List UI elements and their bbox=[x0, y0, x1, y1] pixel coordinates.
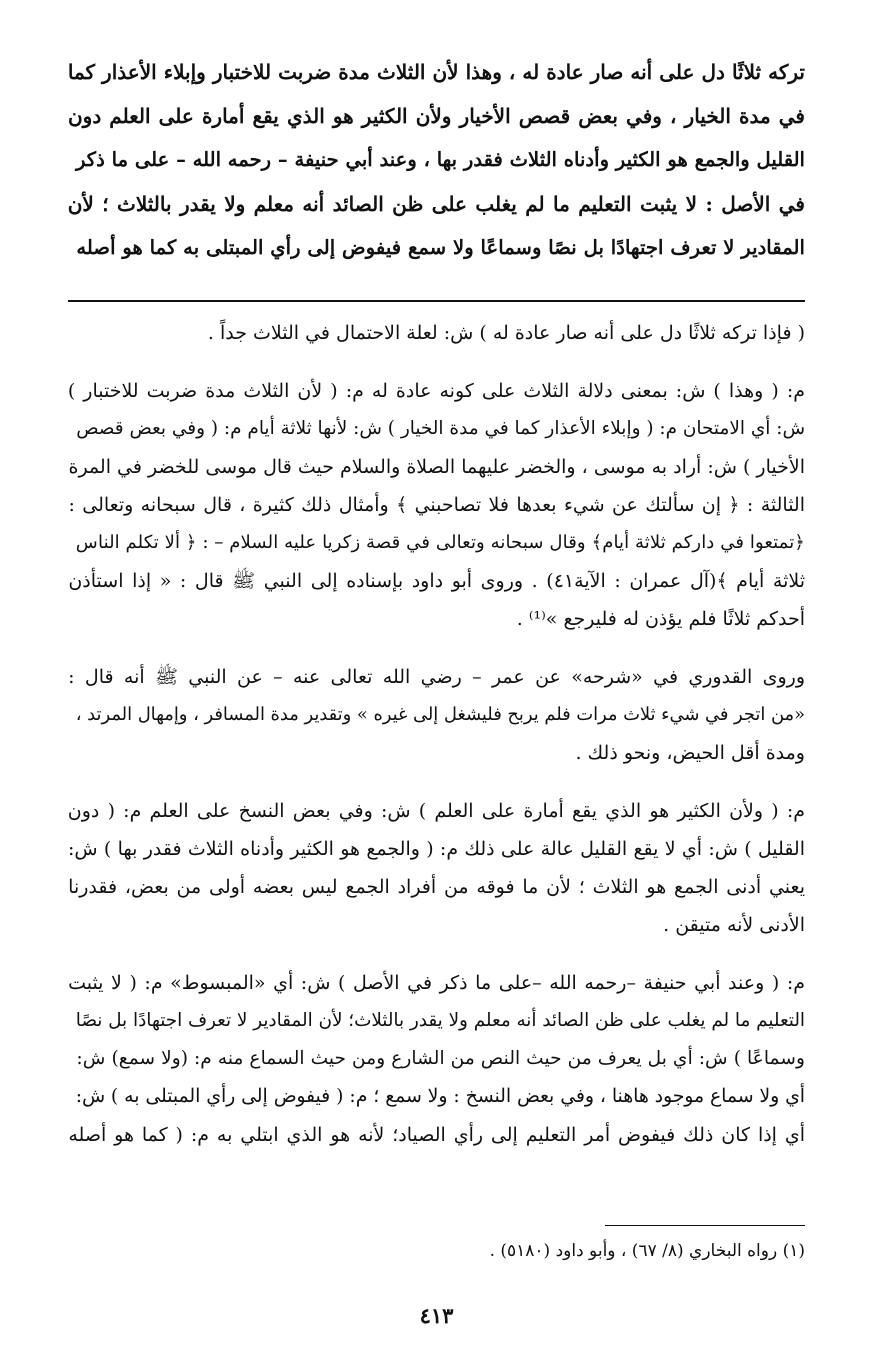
commentary-line: الأخيار ) ش: أراد به موسى ، والخضر عليهما الصلاة والسلام حيث قال موسى للخضر في المرة bbox=[68, 456, 805, 478]
commentary-line: م: ( وعند أبي حنيفة –رحمه الله –على ما ذكر في الأصل ) ش: أي «المبسوط» م: ( لا يثبت bbox=[68, 972, 805, 994]
commentary-paragraph bbox=[68, 658, 805, 772]
commentary-line: أحدكم ثلاثًا فلم يؤذن له فليرجع »⁽¹⁾ . bbox=[516, 608, 805, 630]
main-text-line: المقادير لا تعرف اجتهادًا بل نصًا وسماعًا ولا سمع فيفوض إلى رأي المبتلى به كما هو أصله bbox=[76, 236, 805, 259]
commentary-line: الأدنى لأنه متيقن . bbox=[663, 914, 805, 936]
main-text-block bbox=[68, 50, 805, 270]
commentary-line: الثالثة : ﴿ إن سألتك عن شيء بعدها فلا تصاحبني ﴾ وأمثال ذلك كثيرة ، قال سبحانه وتعالى : bbox=[68, 494, 805, 516]
commentary-line: «من اتجر في شيء ثلاث مرات فلم يربح فليشغل إلى غيره » وتقدير مدة المسافر ، وإمهال المرتد ، bbox=[75, 704, 805, 725]
commentary-line: ش: أي الامتحان م: ( وإبلاء الأعذار كما في مدة الخيار ) ش: لأنها ثلاثة أيام م: ( وفي بعض قصص bbox=[76, 418, 805, 439]
commentary-line: ومدة أقل الحيض، ونحو ذلك . bbox=[575, 742, 805, 764]
commentary-line: يعني أدنى الجمع هو الثلاث ؛ لأن ما فوقه من أفراد الجمع ليس بعضه أولى من بعض، فقدرنا bbox=[68, 876, 805, 898]
commentary-line: ( فإذا تركه ثلاثًا دل على أنه صار عادة له ) ش: لعلة الاحتمال في الثلاث جداً . bbox=[207, 322, 805, 344]
commentary-line: م: ( وهذا ) ش: بمعنى دلالة الثلاث على كونه عادة له م: ( لأن الثلاث مدة ضربت للاختبار ) bbox=[67, 380, 805, 402]
commentary-line: م: ( ولأن الكثير هو الذي يقع أمارة على العلم ) ش: وفي بعض النسخ على العلم م: ( دون bbox=[67, 800, 805, 822]
page-number: ٤١٣ bbox=[419, 1303, 454, 1328]
footnote: (١) رواه البخاري (٨/ ٦٧) ، وأبو داود (٥١٨٠) . bbox=[489, 1241, 805, 1261]
commentary-line: وسماعًا ) ش: أي بل يعرف من حيث النص من الشارع ومن حيث السماع منه م: (ولا سمع) ش: bbox=[76, 1048, 805, 1069]
main-text-line: في مدة الخيار ، وفي بعض قصص الأخيار ولأن الكثير هو الذي يقع أمارة على العلم دون bbox=[67, 104, 805, 128]
commentary-line: ثلاثة أيام ﴾(آل عمران : الآية٤١) . وروى أبو داود بإسناده إلى النبي ﷺ قال : « إذا استأذن bbox=[68, 570, 805, 592]
commentary-paragraph bbox=[68, 792, 805, 944]
commentary-line: أي إذا كان ذلك فيفوض أمر التعليم إلى رأي الصياد؛ لأنه هو الذي ابتلي به م: ( كما هو أصله bbox=[68, 1124, 805, 1146]
commentary-paragraph bbox=[68, 964, 805, 1154]
commentary-block bbox=[68, 314, 805, 1154]
main-divider bbox=[68, 300, 805, 302]
main-text-line: تركه ثلاثًا دل على أنه صار عادة له ، وهذا لأن الثلاث مدة ضربت للاختبار وإبلاء الأعذار كما bbox=[67, 60, 805, 84]
footnote-divider bbox=[605, 1225, 805, 1226]
commentary-line: أي ولا سماع موجود هاهنا ، وفي بعض النسخ : ولا سمع ؛ م: ( فيفوض إلى رأي المبتلى به ) ش: bbox=[75, 1086, 805, 1107]
commentary-line: وروى القدوري في «شرحه» عن عمر – رضي الله تعالى عنه – عن النبي ﷺ أنه قال : bbox=[68, 666, 805, 688]
main-text-line: القليل والجمع هو الكثير وأدناه الثلاث فقدر بها ، وعند أبي حنيفة – رحمه الله – على ما ذكر bbox=[76, 148, 805, 171]
commentary-line: ﴿تمتعوا في داركم ثلاثة أيام﴾ وقال سبحانه وتعالى في قصة زكريا عليه السلام – : ﴿ ألا تكلم الناس bbox=[75, 532, 805, 553]
main-text-line: في الأصل : لا يثبت التعليم ما لم يغلب على ظن الصائد أنه معلم ولا يقدر بالثلاث ؛ لأن bbox=[67, 192, 805, 216]
commentary-line: التعليم ما لم يغلب على ظن الصائد أنه معلم ولا يقدر بالثلاث؛ لأن المقادير لا تعرف اجتهادًا بل نصًا bbox=[75, 1010, 805, 1031]
commentary-line: القليل ) ش: أي لا يقع القليل عالة على ذلك م: ( والجمع هو الكثير وأدناه الثلاث فقدر بها ) ش: bbox=[68, 838, 805, 860]
commentary-paragraph bbox=[68, 314, 805, 352]
commentary-paragraph bbox=[68, 372, 805, 638]
